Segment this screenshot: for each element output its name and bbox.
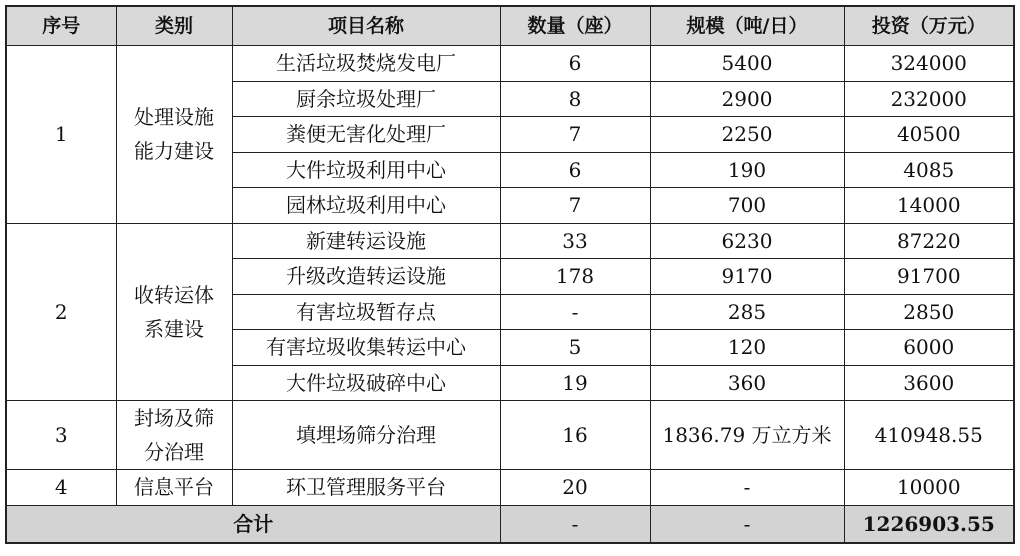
scale-cell: 6230 — [650, 223, 844, 259]
project-name: 升级改造转运设施 — [232, 259, 500, 295]
project-name: 新建转运设施 — [232, 223, 500, 259]
scale-cell: 2900 — [650, 81, 844, 117]
header-seq: 序号 — [6, 6, 116, 46]
project-name: 大件垃圾破碎中心 — [232, 365, 500, 401]
header-count: 数量（座） — [500, 6, 650, 46]
count-cell: 16 — [500, 401, 650, 470]
group-seq: 2 — [6, 223, 116, 401]
project-name: 厨余垃圾处理厂 — [232, 81, 500, 117]
header-row — [6, 6, 1014, 46]
project-name: 填埋场筛分治理 — [232, 401, 500, 470]
scale-cell: 2250 — [650, 117, 844, 153]
investment-cell: 91700 — [844, 259, 1014, 295]
scale-cell: 190 — [650, 152, 844, 188]
investment-cell: 40500 — [844, 117, 1014, 153]
group-category — [116, 46, 232, 224]
category-line: 系建设 — [144, 316, 204, 341]
header-project-name: 项目名称 — [232, 6, 500, 46]
count-cell: 6 — [500, 152, 650, 188]
project-name: 粪便无害化处理厂 — [232, 117, 500, 153]
header-category: 类别 — [116, 6, 232, 46]
investment-cell: 10000 — [844, 470, 1014, 506]
count-cell: 7 — [500, 188, 650, 224]
scale-cell: 9170 — [650, 259, 844, 295]
total-investment: 1226903.55 — [844, 505, 1014, 543]
category-line: 能力建设 — [134, 139, 214, 164]
project-name: 园林垃圾利用中心 — [232, 188, 500, 224]
count-cell: 7 — [500, 117, 650, 153]
total-count: - — [500, 505, 650, 543]
category-line: 封场及筛 — [134, 406, 214, 430]
investment-cell: 410948.55 — [844, 401, 1014, 470]
table-row — [6, 223, 1014, 259]
scale-cell: 1836.79 万立方米 — [650, 401, 844, 470]
category-line: 处理设施 — [134, 105, 214, 130]
scale-cell: 360 — [650, 365, 844, 401]
project-name: 生活垃圾焚烧发电厂 — [232, 46, 500, 82]
group-category — [116, 401, 232, 470]
header-scale: 规模（吨/日） — [650, 6, 844, 46]
project-name: 大件垃圾利用中心 — [232, 152, 500, 188]
scale-cell: 5400 — [650, 46, 844, 82]
group-seq: 4 — [6, 470, 116, 506]
scale-cell: 700 — [650, 188, 844, 224]
total-scale: - — [650, 505, 844, 543]
project-name: 有害垃圾收集转运中心 — [232, 330, 500, 366]
investment-cell: 324000 — [844, 46, 1014, 82]
investment-cell: 6000 — [844, 330, 1014, 366]
count-cell: 33 — [500, 223, 650, 259]
table-row — [6, 470, 1014, 506]
group-category: 信息平台 — [116, 470, 232, 506]
group-category — [116, 223, 232, 401]
total-label: 合计 — [6, 505, 500, 543]
investment-cell: 2850 — [844, 294, 1014, 330]
table-row — [6, 401, 1014, 470]
scale-cell: 120 — [650, 330, 844, 366]
header-investment: 投资（万元） — [844, 6, 1014, 46]
count-cell: 20 — [500, 470, 650, 506]
total-row — [6, 505, 1014, 543]
investment-cell: 4085 — [844, 152, 1014, 188]
table-row — [6, 46, 1014, 82]
project-name: 有害垃圾暂存点 — [232, 294, 500, 330]
category-line: 收转运体 — [134, 282, 214, 307]
project-name: 环卫管理服务平台 — [232, 470, 500, 506]
investment-table-container — [5, 5, 1013, 549]
group-seq: 3 — [6, 401, 116, 470]
investment-cell: 3600 — [844, 365, 1014, 401]
group-seq: 1 — [6, 46, 116, 224]
count-cell: - — [500, 294, 650, 330]
count-cell: 5 — [500, 330, 650, 366]
count-cell: 6 — [500, 46, 650, 82]
category-line: 分治理 — [144, 440, 204, 464]
investment-cell: 232000 — [844, 81, 1014, 117]
count-cell: 8 — [500, 81, 650, 117]
count-cell: 178 — [500, 259, 650, 295]
investment-cell: 87220 — [844, 223, 1014, 259]
count-cell: 19 — [500, 365, 650, 401]
scale-cell: - — [650, 470, 844, 506]
investment-cell: 14000 — [844, 188, 1014, 224]
investment-table — [5, 5, 1015, 544]
scale-cell: 285 — [650, 294, 844, 330]
